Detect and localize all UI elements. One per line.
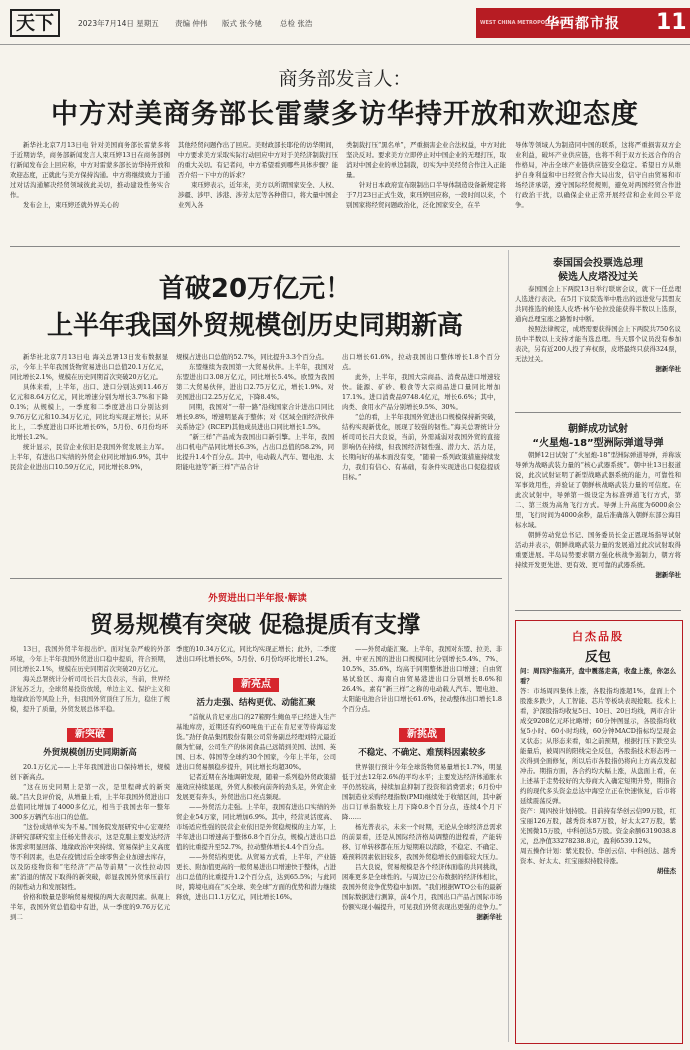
article3-paragraph: 季度的10.34万亿元，同比均实现正增长；此外，二季度进出口环比增长6%，5月份、6月份均环比增长1.2%。: [176, 645, 336, 663]
sub2-label: 新亮点: [233, 678, 279, 692]
article2-column-2: [176, 352, 334, 572]
article1-column-4: [515, 140, 681, 240]
masthead-logo: 华西都市报: [545, 16, 620, 32]
article1-paragraph: 其他经贸问题作出了回应。美财政部长耶伦的访华期间，中方要求美方采取实际行动回应中方对于美经济制裁打压的重大关切。有记者问，中方希望看到哪些具体步骤？能否介绍一下中方的诉求？: [178, 141, 338, 179]
sub2-title: 活力走强、结构更优、动能汇聚: [196, 698, 316, 708]
sidebar1-credit: 据新华社: [655, 365, 681, 373]
article3-credit: 据新华社: [476, 913, 502, 921]
article2-paragraph: 具体来看，上半年，出口、进口分别达到11.46万亿元和8.64万亿元，同比增速分别为增长3.7%和下降0.1%；从规模上，一季度和二季度进出口分别达到9.76万亿元和10.34万亿元，同比均实现正增长；从环比上，二季度进出口环比增长6%，5月份、6月份均环比增长1.2%。: [10, 383, 168, 441]
article1-paragraph: 发布会上，束珏婷还就外界关心的: [23, 201, 119, 209]
stock-question: 问：周四沪指高开，盘中震荡走高，收盘上涨，你怎么看？: [520, 667, 676, 685]
article3-paragraph: 世界银行预计今年全球货物贸易量增长1.7%，明显低于过去12年2.6%的平均水平；主要发达经济体通胀水平仍然较高，持续加息抑制了投资和消费需求；6月份中国制造业采购经理指数(PMI)继续处于收缩区间，其中新出口订单指数较上月下降0.8个百分点，连续4个月下降……: [342, 763, 502, 821]
sidebar2-body: [515, 450, 681, 604]
article1-column-1: [10, 140, 170, 240]
section-title: 天下: [10, 9, 60, 37]
article3-paragraph: “这份成绩单实为不易。”国务院发展研究中心宏观经济研究部研究室主任杨光普表示，这是克服主要发达经济体需求明显回落、地缘政治冲突持续、贸易保护主义高度等不利因素，也是在疫情过后全球零售企业加速去库存，以及防疫物资和“宅经济”产品等前期“一次性拉动因素”消退的情况下取得的新突破，彰显我国外贸承压前行的韧性动力和发展韧性。: [10, 823, 170, 891]
article3-lead: 海关总署统计分析司司长吕大良表示，当前，世界经济复苏乏力，全球贸易投资放缓，单边主义、保护主义和地缘政治等风险上升，但我国外贸顶住了压力，稳住了规模，提升了质量，外贸发展总体平稳。: [10, 675, 170, 713]
article2-headline-1: 首破20万亿元！: [158, 274, 352, 304]
sidebar2-title-1: 朝鲜成功试射: [568, 424, 628, 435]
divider: [515, 412, 681, 413]
article2-headline-2: 上半年我国外贸规模创历史同期新高: [46, 311, 463, 341]
article3-column-2: [176, 644, 336, 1042]
article3-paragraph: “首航从肯尼亚出口的27箱野生鲍鱼平已经进入生产基地库房，近期还有约60吨鱼干正在肯尼亚等待海运发货。”劲仔食品集团股份有限公司常务副总经理刘特元最近颇为忙碌，公司生产的休闲食品已远销到美国、法国、英国、日本、韩国等全球约30个国家，今年上半年，公司进出口贸易额稳步提升，同比增长均超30%。: [176, 713, 336, 771]
article2-paragraph: 此外，上半年，我国大宗商品、消费品进口增速较快。能源、矿砂、粮食等大宗商品进口量同比增加17.1%。进口消费品9748.4亿元，增长6.6%；其中，肉类、食用水产品分别增长9.5%、30%。: [342, 373, 500, 411]
proof-credit: 总检 张浩: [280, 19, 313, 28]
article1-paragraph: 类制裁打压“黑名单”，严重损害企业合法权益，中方对此坚决反对。要求美方立即停止对中国企业的无理打压，取消对中国企业的单边制裁，切实为中美经贸合作注入正能量。: [346, 141, 506, 179]
article3-paragraph: ——外贸动能汇聚。上半年，我国对东盟、拉美、非洲、中亚五国的进出口规模同比分别增长5.4%、7%、10.5%、35.6%，均高于同期整体进出口增速；自由贸易试验区、海南自由贸易港进出口分别增长8.6%和26.4%。素有“新三样”之称的电动载人汽车、锂电池、太阳能电池合计出口增长61.6%，拉动整体出口增长1.8个百分点。: [342, 645, 502, 713]
column-divider: [508, 250, 509, 1042]
article1-kicker: 商务部发言人：: [278, 68, 412, 90]
sub3-title: 不稳定、不确定、难预料因素较多: [358, 748, 486, 758]
article3-paragraph: 吕大良说，贸易规模是各个经济体面临的共同挑战，困难更多是全球性的。与周边已公布数据的经济体相比，我国外贸竞争优势稳中加固。“我们根据WTO公布的最新国际数据进行测算，前4个月，我国出口产品占国际市场份额实现小幅提升，可见我们外贸表现出更强的竞争力。”: [342, 863, 502, 911]
article1-headline: 中方对美商务部长雷蒙多访华持开放和欢迎态度: [51, 99, 639, 130]
article3-paragraph: ——外贸活力走强。上半年，我国有进出口实绩的外贸企业54万家，同比增加6.9%。其中，经营灵活度高、市场适应性强的民营企业依旧是外贸稳规模的主力军，上半年进出口增速高于整体6.8个百分点，规模占进出口总值的比重提升至52.7%，拉动整体增长4.4个百分点。: [176, 803, 336, 851]
masthead-english: WEST CHINA METROPOLIS DAILY: [480, 20, 572, 26]
stock-column-body: [520, 666, 676, 1032]
article2-paragraph: 东盟继续为我国第一大贸易伙伴。上半年，我国对东盟进出口3.08万亿元，同比增长5.4%。欧盟为我国第二大贸易伙伴，进出口2.75万亿元，增长1.9%。对美国进出口2.25万亿元，下降8.4%。: [176, 363, 334, 401]
stock-assets: 资产：周四按计划持股。目前持有华创云信99万股，红宝丽126万股，越秀资本87万股，好太太27万股，紫光国微15万股，中科创达5万股。资金余额6319038.8元，总净值33278238.8元，盈利6539.12%。: [520, 807, 676, 845]
stock-answer: 答：市场周四集体上涨，各股指均涨超1%，盘面上个股涨多跌少，人工智能、芯片等板块表现抢眼。技术上看，沪深股指均收复5日、10日、20日均线，两市合计成交9208亿元环比略增；60分钟图显示，各股指均收复5小时、60小时均线，60分钟MACD指标均呈现金叉状态；从形态来看，如之前预期，根据打压下跌空头能量后，被周四的阳线完全反包，各股指技术形态再一次得到全面修复，所以后市各股指仍将向上方高点发起冲击。期指方面，各合约均大幅上涨，从盘面上看，在上述基于走势较好的大券商大入确定短期升势，期指合约的现代多头资金总达中海空立正在快速恢复，后市将延续震荡反弹。: [520, 687, 676, 805]
sidebar1-paragraph: 按照法律规定，成塔需要获得国会上下两院共750名议员中半数以上支持才能当选总理。当天那个议员没有参加表决，另有近200人投了弃权票，皮塔最终只获得324票，无法过关。: [515, 325, 681, 363]
sidebar1-title-2: 候选人皮塔没过关: [558, 272, 638, 283]
article3-paragraph: 价格和数量是影响贸易规模的两大表观因素。纵观上半年，我国外贸总值稳中有进，从一季度的9.76万亿元到二: [10, 893, 170, 921]
issue-date: 2023年7月14日 星期五: [78, 19, 159, 28]
article1-paragraph: 导体等领域人为制造同中国的联系，这将严重损害双方企业利益，破坏产业供应链，也将不利于双方长远合作的合作格局，冲击全球产业链供应链安全稳定。希望日方从维护自身利益和中日经贸合作大局出发，信守自由贸易和市场经济承诺，遵守国际经贸规则，避免对两国经贸合作进行政治干扰，以确保企业正常开展经营和企业间公平竞争。: [515, 141, 681, 209]
article3-headline: 贸易规模有突破 促稳提质有支撑: [89, 612, 420, 638]
layout-credit: 版式 张今驰: [222, 19, 262, 28]
article2-paragraph: 新华社北京7月13日电 海关总署13日发布数据显示，今年上半年我国货物贸易进出口总值20.1万亿元，同比增长2.1%，规模在历史同期首次突破20万亿元。: [10, 353, 168, 381]
article2-paragraph: “总的看，上半年我国外贸进出口规模保持新突破，结构实现新优化，展现了较强的韧性。”海关总署统计分析司司长吕大良说，当前，外需减弱对我国外贸的直接影响仍在持续，但我国经济韧性强、潜力大、活力足，长期向好的基本面没有变，“随着一系列政策措施持续发力，我们有信心、有基础，有条件实现进出口促稳提质目标。”: [342, 413, 500, 481]
stock-column-title: 反包: [584, 650, 611, 665]
article2-column-3: [342, 352, 500, 572]
article2-paragraph: “新三样”产品成为我国出口新引擎。上半年，我国出口机电产品同比增长6.3%，占出口总值的58.2%，同比提升1.4个百分点。其中，电动载人汽车、锂电池、太阳能电池等“新三样”产品合计: [176, 433, 334, 471]
article1-column-2: [178, 140, 338, 240]
page-number: 11: [656, 10, 687, 35]
article2-paragraph: 统计显示，民营企业依旧是我国外贸发展主力军。上半年，有进出口实绩的外贸企业同比增加6.9%，其中民营企业进出口10.59万亿元，同比增长8.9%，: [10, 443, 168, 471]
sidebar2-title-2: “火星炮-18”型洲际弹道导弹: [532, 438, 664, 449]
divider: [10, 246, 680, 247]
article3-column-3: [342, 644, 502, 1042]
article1-column-3: [346, 140, 506, 240]
stock-column-brand: 白杰品股: [572, 630, 624, 643]
sidebar1-body: [515, 284, 681, 408]
sub1-title: 外贸规模创历史同期新高: [43, 748, 137, 758]
article1-paragraph: 束珏婷表示，近年来，美方以所谓国家安全、人权、涉疆、涉甲、涉港、涉芳太尼等各种借口，将大量中国企业列入各: [178, 181, 338, 209]
article2-paragraph: 规模占进出口总值的52.7%，同比提升3.3个百分点。: [176, 353, 328, 361]
sub3-label: 新挑战: [399, 728, 445, 742]
article1-paragraph: 针对日本政府宣布限制出口半导体制造设备新规定将于7月23日正式生效，束珏婷回应称，一段时间以来，个别国家将经贸问题政治化，泛化国家安全，在半: [346, 181, 506, 209]
article3-tag: 外贸进出口半年报·解读: [208, 593, 307, 604]
divider: [10, 578, 502, 579]
stock-author: 胡佳杰: [656, 867, 676, 875]
sidebar2-paragraph: 朝鲜劳动党总书记、国务委员长金正恩现场指导试射活动并表示，朝鲜战略武装力量的发展通过此次试射取得重要进展。半岛局势要求朝方强化核战争遏制力，朝方将持续开发更先进、更有效、更可靠的武器系统。: [515, 531, 681, 569]
sidebar1-title-1: 泰国国会投票选总理: [553, 258, 643, 269]
article3-paragraph: 20.1万亿元——上半年我国进出口保持增长，规模创下新高点。: [10, 763, 170, 781]
sidebar1-paragraph: 泰国国会上下两院13日举行联席会议，就下一任总理人选进行表决。在5月下议院选举中胜出的远进党与其盟友共同推选的候选人皮塔·林乍伦拉没能获得半数以上选票，通向总理宝座之路暂时中断。: [515, 285, 681, 323]
article3-lead: 13日，我国外贸半年报出炉。面对复杂严峻的外部环境，今年上半年我国外贸进出口稳中提质，符合预期，同比增长2.1%，规模在历史同期首次突破20万亿元。: [10, 645, 170, 673]
article2-paragraph: 同期，我国对“一带一路”沿线国家合计进出口同比增长9.8%，增速明显高于整体；对《区域全面经济伙伴关系协定》(RCEP)其他成员进出口同比增长1.5%。: [176, 403, 334, 431]
article3-paragraph: “这在历史同期上是第一次，是里程碑式的新突破。”吕大良评价说，从增量上看，上半年我国外贸进出口总值同比增加了4000多亿元，相当于我国去年一整年300多万辆汽车出口的总值。: [10, 783, 170, 821]
sidebar2-credit: 据新华社: [655, 571, 681, 579]
sidebar2-paragraph: 朝鲜12日试射了“火星炮-18”型洲际弹道导弹，并称该导弹为战略武装力量的“核心武器系统”。朝中社13日报道说，此次试射证明了新型战略武器系统的能力，可靠性和军事效用性，并验证了朝鲜核战略武装力量的可信度。在此次试射中，导弹第一级设定为标准弹道飞行方式，第二、第三级为高角飞行方式。导弹上升高度为6000余公里，飞行时间为4000余秒，最后准确落入朝鲜东部公海目标水域。: [515, 451, 681, 529]
article2-column-1: [10, 352, 168, 572]
editor-credit: 责编 仲伟: [175, 19, 208, 28]
article3-paragraph: 杨光普表示，未来一个时期，无论从全球经济总需求的前景看，还是从国际经济格局调整的进程看，产能转移、订单转移都在压力短期难以消除，不稳定、不确定、难预料因素依旧较多，我国外贸稳增长仍面临较大压力。: [342, 823, 502, 861]
divider: [515, 610, 681, 611]
article3-paragraph: ——外贸结构更优。从贸易方式看，上半年，产业链更长、附加值更高的一般贸易进出口增速快于整体，占进出口总值的比重提升1.2个百分点，达到65.5%；与此同时，跨境电商在“买全球、卖全球”方面的优势和潜力继续释放，进出口1.1万亿元，同比增长16%。: [176, 853, 336, 901]
article1-paragraph: 新华社北京7月13日电 针对美国商务部长雷蒙多将于近期访华，商务部新闻发言人束珏婷13日在商务部例行新闻发布会上回应称，中方对雷蒙多部长访华持开放和欢迎态度，正就此与美方保持沟通。中方将继续致力于通过对话沟通解决经贸领域彼此关切，推动建设性务实合作。: [10, 141, 170, 199]
sub1-label: 新突破: [67, 728, 113, 742]
article3-paragraph: 记者近期在各地调研发现，随着一系列稳外贸政策措施效应持续显现，外贸人积极向前奔的劲头足，外贸企业发展更有奔头，外贸进出口亮点频现。: [176, 773, 336, 801]
stock-plan: 周五操作计划：紫光股份、华创云信、中科创达、越秀资本、好太太、红宝丽拟持股待涨。: [520, 847, 676, 865]
article3-column-1: [10, 644, 170, 1042]
article2-paragraph: 出口增长61.6%，拉动我国出口整体增长1.8个百分点。: [342, 353, 500, 371]
